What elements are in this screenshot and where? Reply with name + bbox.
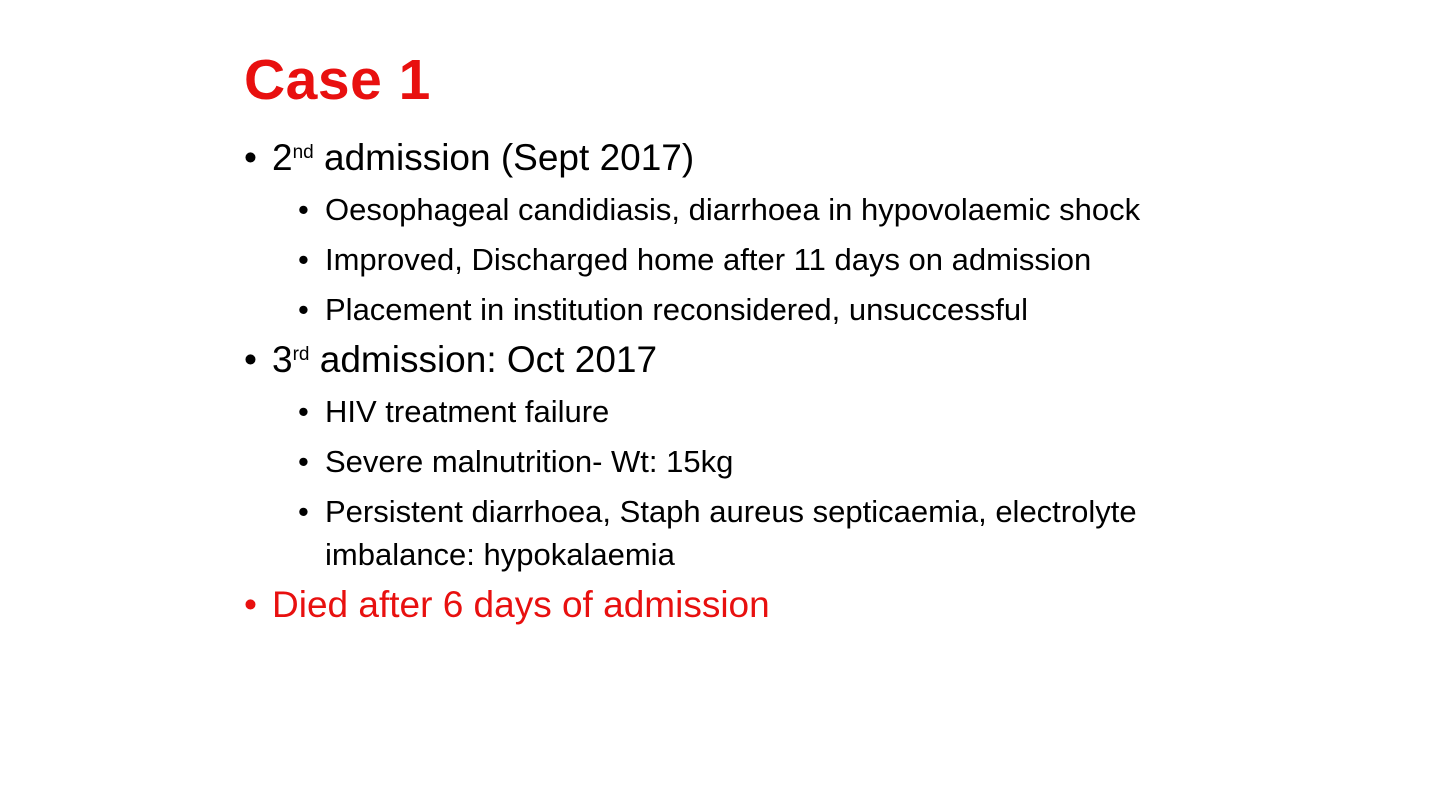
bullet-died <box>244 579 1164 631</box>
ordinal-number: 2 <box>272 137 293 178</box>
bullet-dot: • <box>298 242 309 277</box>
sub-bullet-text: HIV treatment failure <box>325 394 610 429</box>
sub-bullet-text: Placement in institution reconsidered, unsuccessful <box>325 292 1029 327</box>
bullet-second-admission <box>244 132 1164 184</box>
ordinal-number: 3 <box>272 339 293 380</box>
bullet-text: Died after 6 days of admission <box>272 584 770 625</box>
bullet-dot: • <box>244 584 257 625</box>
bullet-dot: • <box>298 192 309 227</box>
sub-bullet <box>298 390 1164 433</box>
bullet-list <box>244 132 1164 635</box>
bullet-dot: • <box>244 137 257 178</box>
sub-bullet <box>298 238 1164 281</box>
ordinal-suffix: rd <box>292 344 310 365</box>
sub-bullet <box>298 288 1164 331</box>
bullet-text: admission: Oct 2017 <box>309 339 658 380</box>
sub-bullet-text: Severe malnutrition- Wt: 15kg <box>325 444 734 479</box>
bullet-text: admission (Sept 2017) <box>313 137 695 178</box>
bullet-dot: • <box>298 494 309 529</box>
sub-bullet <box>298 490 1164 576</box>
bullet-dot: • <box>298 292 309 327</box>
sub-bullet <box>298 188 1164 231</box>
sub-bullet-text: Improved, Discharged home after 11 days on admission <box>325 242 1092 277</box>
ordinal-suffix: nd <box>292 142 314 163</box>
bullet-third-admission <box>244 334 1164 386</box>
slide-title: Case 1 <box>244 48 431 112</box>
bullet-dot: • <box>298 394 309 429</box>
sub-bullet-text: Oesophageal candidiasis, diarrhoea in hypovolaemic shock <box>325 192 1141 227</box>
sub-bullet-text: Persistent diarrhoea, Staph aureus septicaemia, electrolyte imbalance: hypokalaemia <box>325 494 1137 572</box>
bullet-dot: • <box>298 444 309 479</box>
sub-bullet <box>298 440 1164 483</box>
bullet-dot: • <box>244 339 257 380</box>
